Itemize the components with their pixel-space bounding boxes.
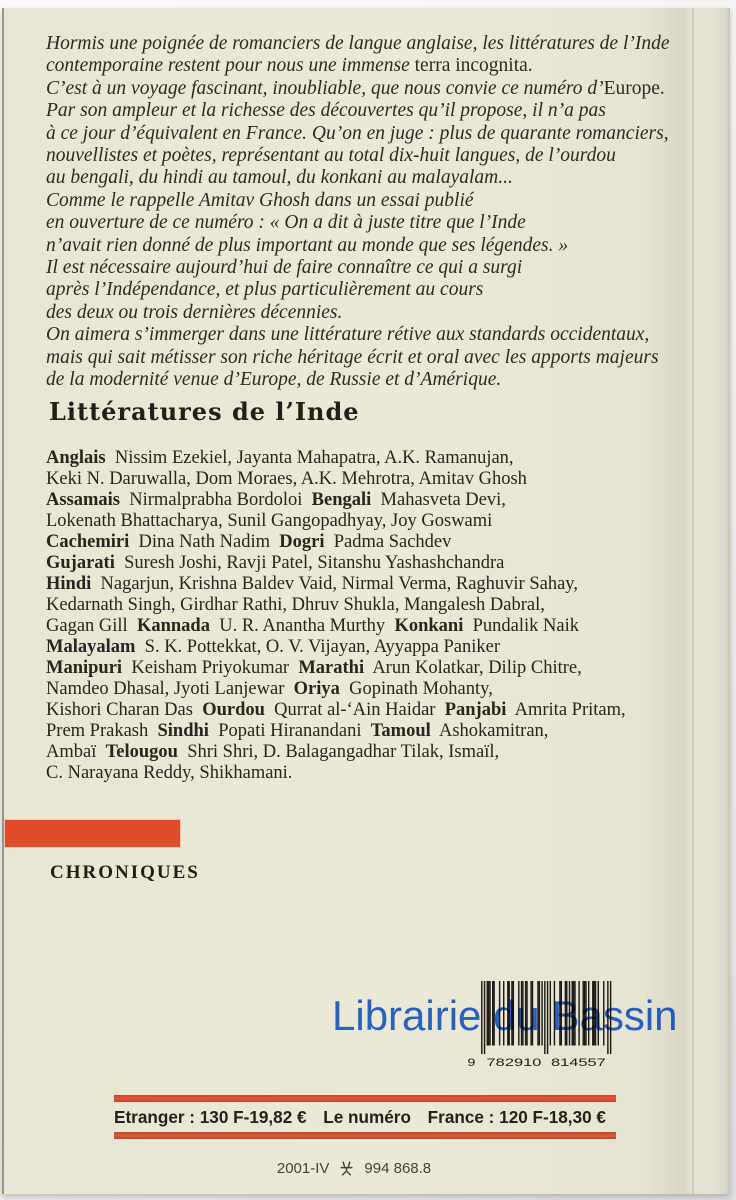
price-issue-label: Le numéro [323,1106,411,1127]
svg-text:782910: 782910 [486,1055,542,1067]
text-line: Lokenath Bhattacharya, Sunil Gangopadhyay, Joy Goswami [46,511,493,531]
text-line: Ambaï Telougou Shri Shri, D. Balagangadhar Tilak, Ismaïl, [46,742,500,762]
imprint-line [4,1160,704,1177]
text-line: Hormis une poignée de romanciers de langue anglaise, les littératures de l’Inde [46,33,670,54]
text-line: Comme le rappelle Amitav Ghosh dans un essai publié [46,189,474,211]
text-line: Kedarnath Singh, Girdhar Rathi, Dhruv Shukla, Mangalesh Dabral, [46,595,545,615]
text-line: Kishori Charan Das Ourdou Qurrat al-‘Ain Haidar Panjabi Amrita Pritam, [46,700,626,720]
text-line: Anglais Nissim Ezekiel, Jayanta Mahapatra, A.K. Ramanujan, [46,448,514,468]
text-line: Keki N. Daruwalla, Dom Moraes, A.K. Mehrotra, Amitav Ghosh [46,469,527,489]
book-back-cover [2,8,730,1194]
text-line: Prem Prakash Sindhi Popati Hiranandani Tamoul Ashokamitran, [46,721,549,741]
publisher-mark-icon [338,1160,355,1177]
text-line: en ouverture de ce numéro : « On a dit à juste titre que l’Inde [46,212,526,234]
chroniques-heading: CHRONIQUES [50,862,200,883]
svg-text:9: 9 [467,1055,476,1067]
imprint-issue: 2001-IV [276,1160,330,1177]
red-accent-bar [5,820,180,847]
bookseller-watermark: Librairie du Bassin [332,992,678,1039]
text-line: à ce jour d’équivalent en France. Qu’on en juge : plus de quarante romanciers, [46,122,669,144]
text-line: nouvellistes et poètes, représentant au total dix-huit langues, de l’ourdou [46,145,616,167]
price-etranger: Etranger : 130 F-19,82 € [114,1106,307,1127]
text-line: Par son ampleur et la richesse des découvertes qu’il propose, il n’a pas [46,100,606,122]
price-france: France : 120 F-18,30 € [427,1106,606,1127]
imprint-code: 994 868.8 [364,1160,432,1177]
intro-paragraph [46,33,670,392]
text-line: Gagan Gill Kannada U. R. Anantha Murthy Konkani Pundalik Naik [46,616,579,636]
text-line: contemporaine restent pour nous une immense terra incognita. [46,55,533,77]
text-line: Namdeo Dhasal, Jyoti Lanjewar Oriya Gopinath Mohanty, [46,679,493,699]
text-line: On aimera s’immerger dans une littérature rétive aux standards occidentaux, [46,324,650,346]
price-rule-bottom [114,1132,616,1139]
text-line: de la modernité venue d’Europe, de Russie et d’Amérique. [46,369,502,391]
text-line: C’est à un voyage fascinant, inoubliable, que nous convie ce numéro d’Europe. [46,77,665,99]
text-line: au bengali, du hindi au tamoul, du konkani au malayalam... [46,167,513,189]
price-rule-top [114,1095,616,1102]
svg-text:814557: 814557 [550,1055,606,1067]
cover-crease [692,8,694,1194]
text-line: C. Narayana Reddy, Shikhamani. [46,763,293,783]
text-line: Cachemiri Dina Nath Nadim Dogri Padma Sachdev [46,532,452,552]
text-line: mais qui sait métisser son riche héritage écrit et oral avec les apports majeurs [46,346,659,368]
text-line: Manipuri Keisham Priyokumar Marathi Arun Kolatkar, Dilip Chitre, [46,658,582,678]
section-title: Littératures de l’Inde [49,397,360,426]
authors-list [46,448,626,784]
text-line: n’avait rien donné de plus important au monde que ses légendes. » [46,234,569,256]
text-line: après l’Indépendance, et plus particulièrement au cours [46,279,484,301]
text-line: des deux ou trois dernières décennies. [46,301,343,323]
text-line: Hindi Nagarjun, Krishna Baldev Vaid, Nirmal Verma, Raghuvir Sahay, [46,574,578,594]
text-line: Gujarati Suresh Joshi, Ravji Patel, Sitanshu Yashashchandra [46,553,505,573]
text-line: Malayalam S. K. Pottekkat, O. V. Vijayan, Ayyappa Paniker [46,637,501,657]
price-strip [114,1095,616,1139]
text-line: Il est nécessaire aujourd’hui de faire connaître ce qui a surgi [46,257,523,279]
text-line: Assamais Nirmalprabha Bordoloi Bengali Mahasveta Devi, [46,490,506,510]
